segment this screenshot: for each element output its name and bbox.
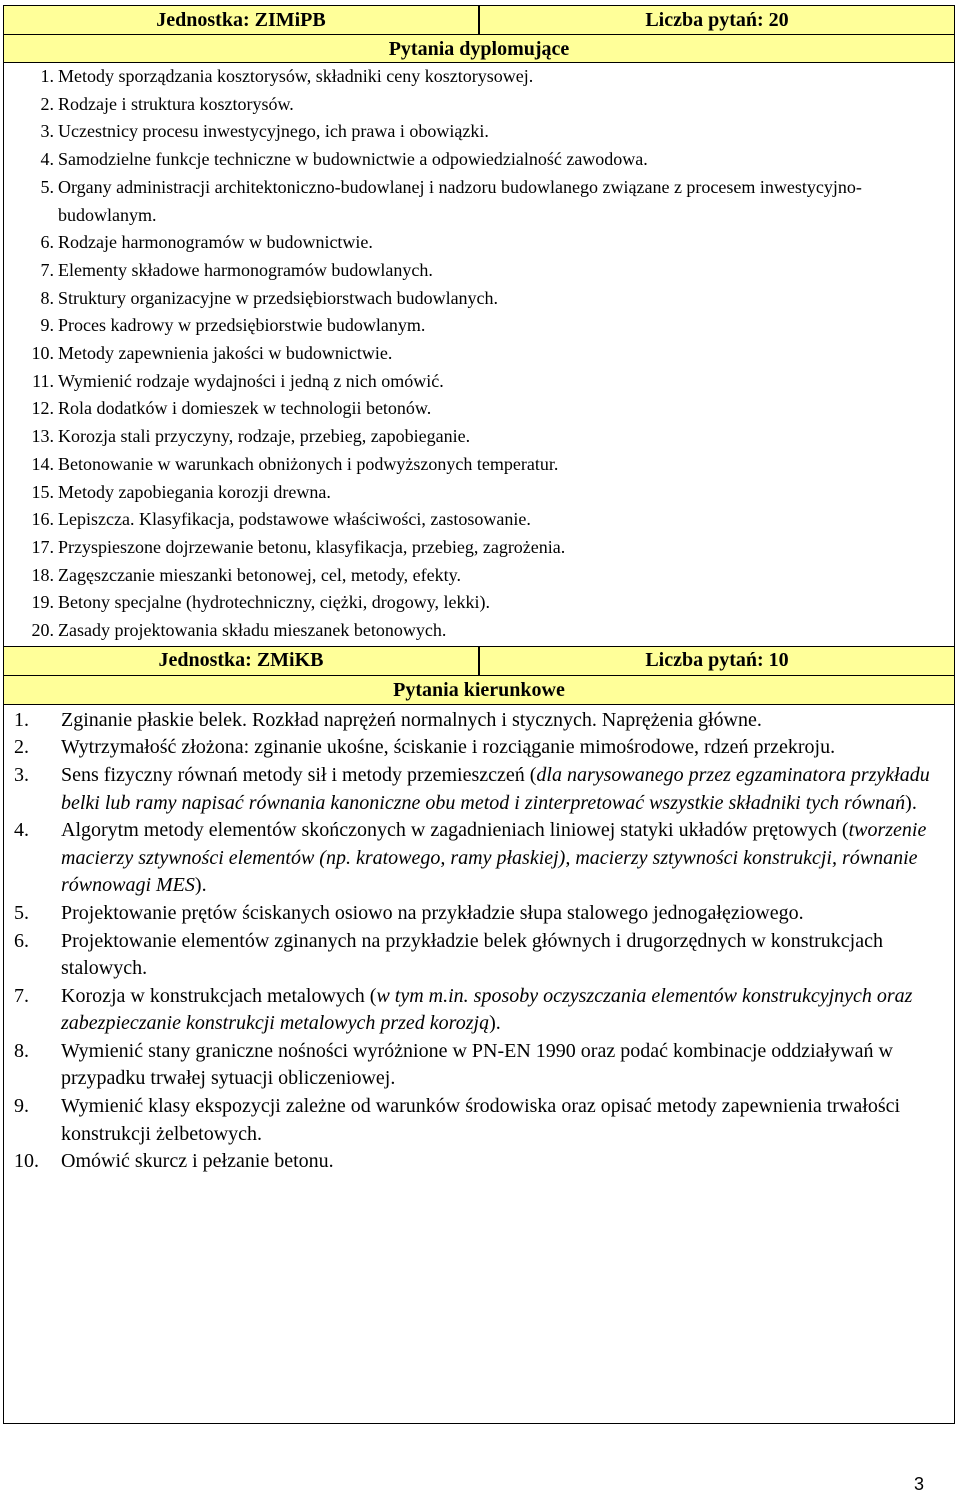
list-item	[4, 762, 954, 817]
diploma-questions-list	[4, 63, 954, 646]
page-number: 3	[913, 1474, 924, 1494]
list-item	[4, 368, 954, 396]
text-segment: Projektowanie elementów zginanych na przykładzie belek głównych i drugorzędnych w konstrukcjach stalowych.	[61, 929, 883, 980]
item-text	[61, 928, 954, 983]
item-number: 18.	[31, 564, 54, 585]
unit-header-zimipb	[4, 6, 954, 35]
section-title-directional: Pytania kierunkowe	[4, 676, 954, 705]
italic-text-segment: tworzenie macierzy sztywności elementów (np. kratowego, ramy płaskiej), macierzy sztywności konstrukcji, równanie równowagi MES	[61, 819, 927, 897]
list-item	[4, 983, 954, 1038]
item-number: 17.	[31, 536, 54, 557]
italic-text-segment: w tym m.in. sposoby oczyszczania elementów konstrukcyjnych oraz zabezpieczanie konstrukcji metalowych przed korozją	[61, 984, 913, 1035]
item-text	[61, 900, 954, 928]
item-text	[61, 1148, 954, 1176]
text-segment: Wytrzymałość złożona: zginanie ukośne, ściskanie i rozciąganie mimośrodowe, rdzeń przekroju.	[61, 736, 836, 759]
item-text: Rodzaje i struktura kosztorysów.	[58, 93, 294, 114]
text-segment: Algorytm metody elementów skończonych w zagadnieniach liniowej statyki układów prętowych (	[61, 819, 849, 842]
section-title-diploma: Pytania dyplomujące	[4, 35, 954, 63]
item-text: Metody zapobiegania korozji drewna.	[58, 481, 331, 502]
list-item	[4, 229, 954, 257]
item-text: Organy administracji architektoniczno-budowlanej i nadzoru budowlanego związane z procesem inwestycyjno-budowlanym.	[58, 176, 862, 225]
item-number: 6.	[14, 929, 29, 952]
text-segment: ).	[194, 874, 207, 897]
item-number: 8.	[40, 287, 54, 308]
item-number: 4.	[14, 819, 29, 842]
list-item	[4, 734, 954, 762]
unit-name: Jednostka: ZMiKB	[4, 647, 480, 675]
directional-questions-list	[4, 705, 954, 1176]
question-count: Liczba pytań: 10	[645, 649, 789, 672]
list-item	[4, 707, 954, 735]
item-number: 1.	[14, 708, 29, 731]
item-number: 14.	[31, 453, 54, 474]
item-text: Elementy składowe harmonogramów budowlanych.	[58, 259, 433, 280]
item-text: Proces kadrowy w przedsiębiorstwie budowlanym.	[58, 315, 426, 336]
item-number: 11.	[32, 370, 54, 391]
item-text: Lepiszcza. Klasyfikacja, podstawowe właściwości, zastosowanie.	[58, 509, 531, 530]
text-segment: Korozja w konstrukcjach metalowych (	[61, 984, 377, 1007]
list-item	[4, 534, 954, 562]
item-number: 1.	[40, 66, 54, 86]
item-text: Korozja stali przyczyny, rodzaje, przebieg, zapobieganie.	[58, 426, 471, 447]
item-text: Betony specjalne (hydrotechniczny, ciężki, drogowy, lekki).	[58, 592, 491, 613]
item-number: 5.	[14, 901, 29, 924]
item-number: 7.	[14, 984, 29, 1007]
item-text	[61, 1093, 954, 1148]
list-item	[4, 395, 954, 423]
item-text: Metody sporządzania kosztorysów, składniki ceny kosztorysowej.	[58, 66, 534, 86]
item-number: 2.	[40, 93, 54, 114]
text-segment: Sens fizyczny równań metody sił i metody przemieszczeń (	[61, 763, 537, 786]
item-number: 10.	[14, 1150, 39, 1173]
item-text: Zagęszczanie mieszanki betonowej, cel, metody, efekty.	[58, 564, 461, 585]
item-text: Samodzielne funkcje techniczne w budownictwie a odpowiedzialność zawodowa.	[58, 149, 648, 170]
list-item	[4, 617, 954, 645]
item-text	[61, 762, 954, 817]
item-number: 5.	[40, 176, 54, 197]
list-item	[4, 146, 954, 174]
text-segment: ).	[905, 791, 917, 814]
item-text: Metody zapewnienia jakości w budownictwie.	[58, 343, 393, 364]
item-number: 4.	[40, 149, 54, 170]
list-item	[4, 118, 954, 146]
item-number: 20.	[31, 620, 54, 641]
item-number: 3.	[40, 121, 54, 142]
item-text: Wymienić rodzaje wydajności i jedną z nich omówić.	[58, 370, 444, 391]
text-segment: ).	[489, 1012, 501, 1035]
text-segment: Zginanie płaskie belek. Rozkład naprężeń normalnych i stycznych. Naprężenia główne.	[61, 708, 762, 731]
item-text: Uczestnicy procesu inwestycyjnego, ich prawa i obowiązki.	[58, 121, 489, 142]
text-segment: Omówić skurcz i pełzanie betonu.	[61, 1150, 334, 1173]
text-segment: Projektowanie prętów ściskanych osiowo na przykładzie słupa stalowego jednogałęziowego.	[61, 901, 804, 924]
list-item	[4, 1148, 954, 1176]
item-text: Betonowanie w warunkach obniżonych i podwyższonych temperatur.	[58, 453, 559, 474]
item-number: 2.	[14, 736, 29, 759]
question-count: Liczba pytań: 20	[645, 8, 789, 31]
text-segment: Wymienić klasy ekspozycji zależne od warunków środowiska oraz opisać metody zapewnienia trwałości konstrukcji żelbetowych.	[61, 1095, 901, 1145]
item-number: 13.	[31, 426, 54, 447]
list-item	[4, 589, 954, 617]
list-item	[4, 1093, 954, 1148]
list-item	[4, 451, 954, 479]
item-number: 9.	[14, 1095, 29, 1118]
unit-name: Jednostka: ZIMiPB	[4, 6, 480, 34]
item-number: 16.	[31, 509, 54, 530]
item-text	[61, 707, 954, 735]
list-item	[4, 423, 954, 451]
list-item	[4, 257, 954, 285]
item-text	[61, 983, 954, 1038]
list-item	[4, 1038, 954, 1093]
item-text	[61, 1038, 954, 1093]
item-number: 19.	[31, 592, 54, 613]
list-item	[4, 928, 954, 983]
item-number: 6.	[40, 232, 54, 253]
item-text: Rodzaje harmonogramów w budownictwie.	[58, 232, 373, 253]
item-text: Przyspieszone dojrzewanie betonu, klasyfikacja, przebieg, zagrożenia.	[58, 536, 566, 557]
item-number: 9.	[40, 315, 54, 336]
list-item	[4, 479, 954, 507]
list-item	[4, 900, 954, 928]
list-item	[4, 340, 954, 368]
italic-text-segment: dla narysowanego przez egzaminatora przykładu belki lub ramy napisać równania kanoniczne obu metod i zinterpretować wszystkie składniki tych równań	[61, 763, 930, 814]
list-item	[4, 285, 954, 313]
item-number: 12.	[31, 398, 54, 419]
list-item	[4, 506, 954, 534]
list-item	[4, 91, 954, 119]
item-text: Zasady projektowania składu mieszanek betonowych.	[58, 620, 447, 641]
list-item	[4, 562, 954, 590]
item-number: 3.	[14, 763, 29, 786]
item-number: 8.	[14, 1039, 29, 1062]
item-number: 7.	[40, 259, 54, 280]
item-text	[61, 734, 954, 762]
questions-table	[3, 5, 955, 1424]
list-item	[4, 312, 954, 340]
list-item	[4, 63, 954, 91]
item-text: Rola dodatków i domieszek w technologii betonów.	[58, 398, 432, 419]
list-item	[4, 817, 954, 900]
item-number: 15.	[31, 481, 54, 502]
item-text: Struktury organizacyjne w przedsiębiorstwach budowlanych.	[58, 287, 499, 308]
text-segment: Wymienić stany graniczne nośności wyróżnione w PN-EN 1990 oraz podać kombinacje oddziaływań w przypadku trwałej sytuacji obliczeniowej.	[61, 1039, 893, 1090]
item-number: 10.	[31, 343, 54, 364]
list-item	[4, 174, 954, 229]
item-text	[61, 817, 954, 900]
unit-header-zmikb	[4, 646, 954, 676]
